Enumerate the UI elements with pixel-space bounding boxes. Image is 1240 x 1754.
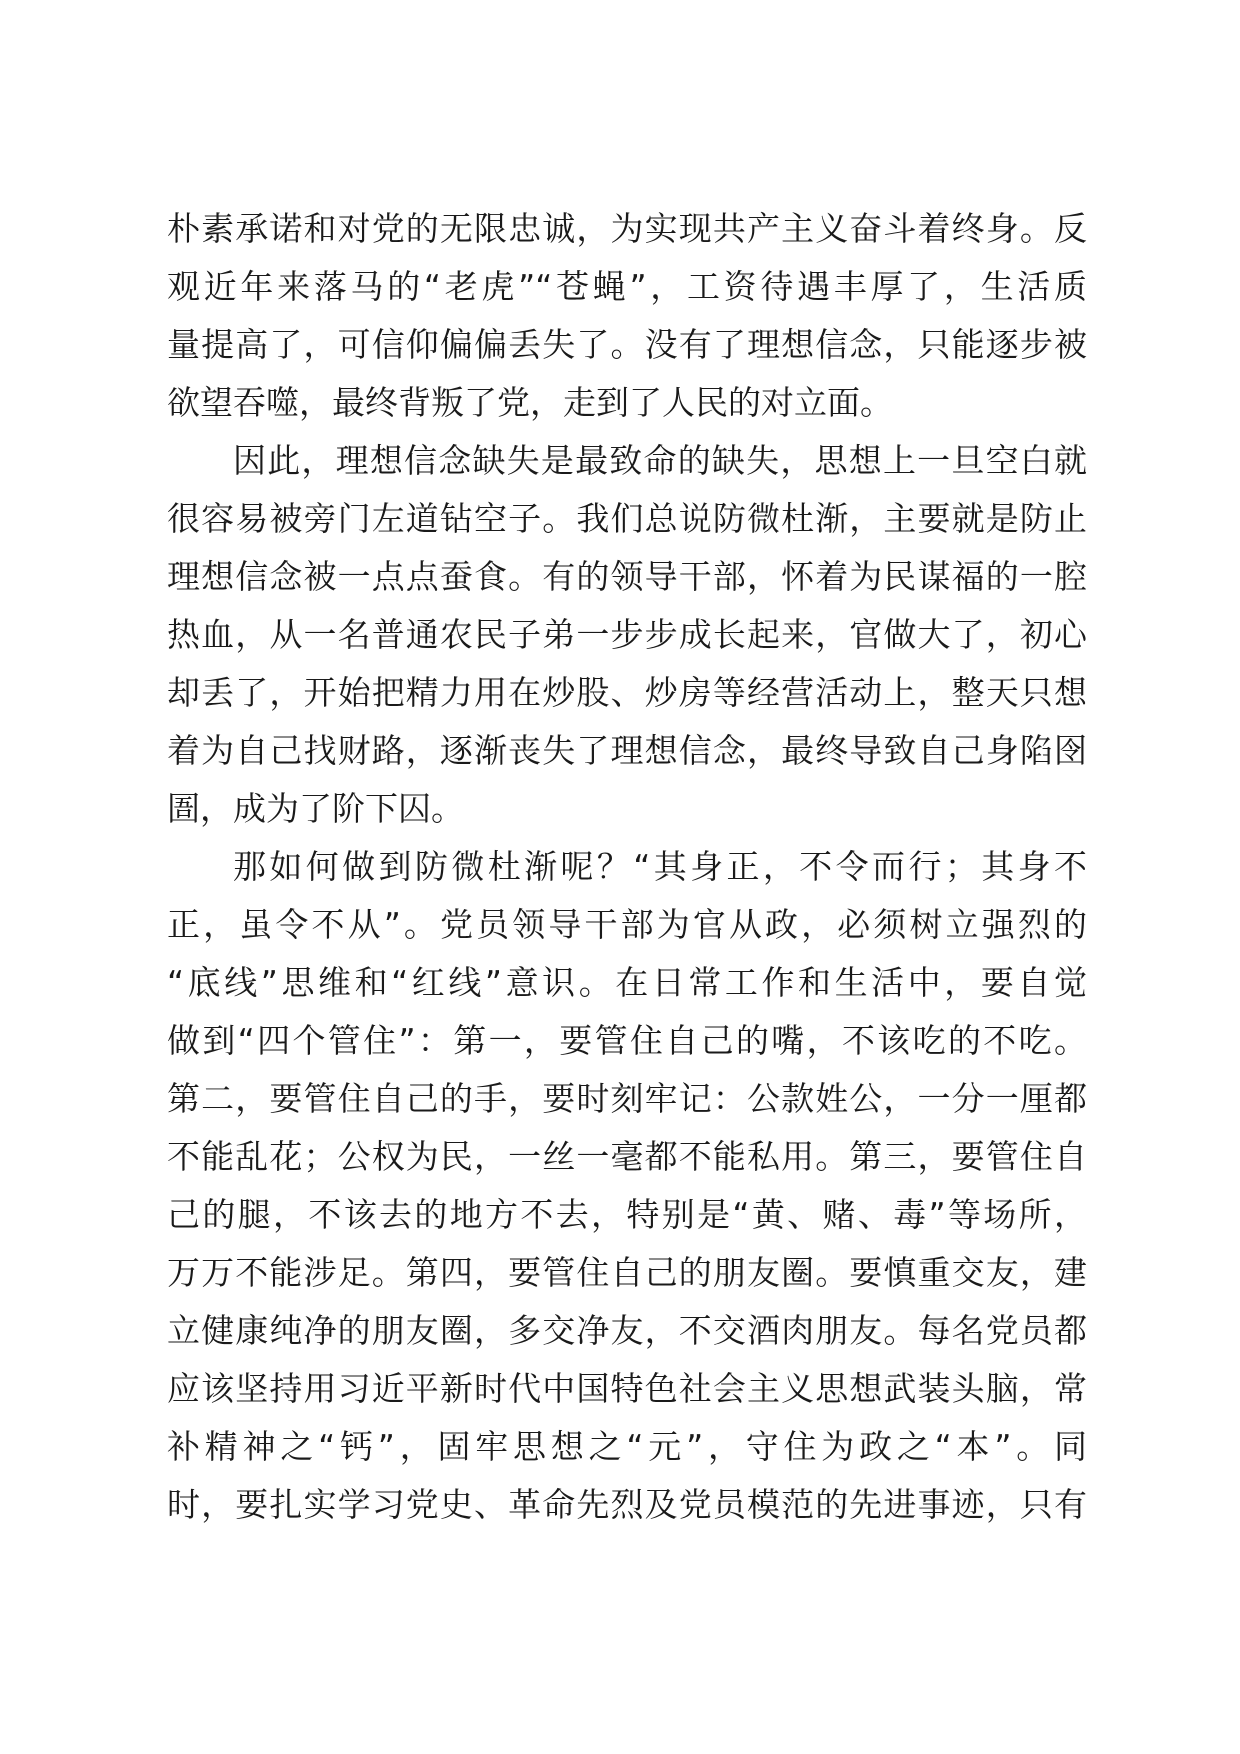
- text-line: 圄，成为了阶下囚。: [167, 789, 464, 828]
- text-line: 热血，从一名普通农民子弟一步步成长起来，官做大了，初心: [167, 615, 1087, 654]
- text-line: 正，虽令不从”。党员领导干部为官从政，必须树立强烈的: [167, 905, 1087, 944]
- text-line: 着为自己找财路，逐渐丧失了理想信念，最终导致自己身陷囹: [167, 731, 1087, 770]
- text-line: 观近年来落马的“老虎”“苍蝇”，工资待遇丰厚了，生活质: [167, 267, 1087, 306]
- text-line: 因此，理想信念缺失是最致命的缺失，思想上一旦空白就: [233, 441, 1087, 480]
- text-line: 那如何做到防微杜渐呢？“其身正，不令而行；其身不: [233, 847, 1087, 886]
- body-text: [167, 200, 1087, 1534]
- text-line: 朴素承诺和对党的无限忠诚，为实现共产主义奋斗着终身。反: [167, 209, 1087, 248]
- text-line: “底线”思维和“红线”意识。在日常工作和生活中，要自觉: [167, 963, 1087, 1002]
- text-line: 很容易被旁门左道钻空子。我们总说防微杜渐，主要就是防止: [167, 499, 1087, 538]
- text-line: 立健康纯净的朋友圈，多交净友，不交酒肉朋友。每名党员都: [167, 1311, 1087, 1350]
- text-line: 却丢了，开始把精力用在炒股、炒房等经营活动上，整天只想: [167, 673, 1087, 712]
- text-line: 不能乱花；公权为民，一丝一毫都不能私用。第三，要管住自: [167, 1137, 1087, 1176]
- text-line: 欲望吞噬，最终背叛了党，走到了人民的对立面。: [167, 383, 893, 422]
- text-line: 万万不能涉足。第四，要管住自己的朋友圈。要慎重交友，建: [167, 1253, 1087, 1292]
- text-line: 第二，要管住自己的手，要时刻牢记：公款姓公，一分一厘都: [167, 1079, 1087, 1118]
- text-line: 时，要扎实学习党史、革命先烈及党员模范的先进事迹，只有: [167, 1485, 1087, 1524]
- text-line: 应该坚持用习近平新时代中国特色社会主义思想武装头脑，常: [167, 1369, 1087, 1408]
- text-line: 理想信念被一点点蚕食。有的领导干部，怀着为民谋福的一腔: [167, 557, 1087, 596]
- text-line: 己的腿，不该去的地方不去，特别是“黄、赌、毒”等场所，: [167, 1195, 1087, 1234]
- text-line: 量提高了，可信仰偏偏丢失了。没有了理想信念，只能逐步被: [167, 325, 1087, 364]
- text-line: 补精神之“钙”，固牢思想之“元”，守住为政之“本”。同: [167, 1427, 1087, 1466]
- text-line: 做到“四个管住”：第一，要管住自己的嘴，不该吃的不吃。: [167, 1021, 1087, 1060]
